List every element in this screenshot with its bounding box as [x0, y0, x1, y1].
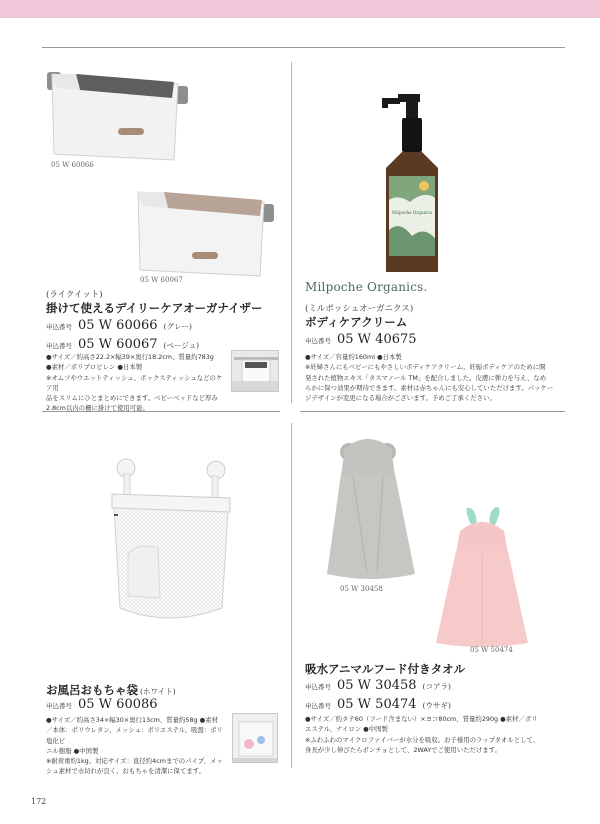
towel-description [305, 714, 567, 755]
towel-rabbit-code: 05 W 50474 [470, 646, 513, 654]
desc-line: ※オムツやウエットティッシュ、ボックスティッシュなどのケア用 [46, 373, 223, 392]
order-note: (ベージュ) [163, 341, 200, 350]
order-row [305, 696, 451, 715]
desc-line: エステル、ナイロン ●中国製 [305, 725, 388, 734]
organizer-usage-thumbnail [231, 350, 279, 392]
order-number: 05 W 50474 [337, 697, 417, 712]
organizer-subtitle: (ライクイット) [46, 290, 103, 300]
towel-title: 吸水アニマルフード付きタオル [305, 662, 466, 676]
desc-line: らかに保つ効果が期待できます。素材は赤ちゃんにも安心していただけます。パッケー [305, 383, 554, 392]
order-label: 申込番号 [305, 337, 331, 345]
bodycream-bottle-image [380, 90, 450, 280]
order-note: (ウサギ) [422, 701, 451, 710]
order-row [46, 317, 199, 336]
header-band [0, 0, 600, 18]
order-note: (コアラ) [422, 682, 451, 691]
bathbag-usage-thumbnail [232, 713, 278, 763]
page-number: 172 [31, 797, 47, 806]
desc-line: ●サイズ／約タテ60（フード含まない）×ヨコ80cm、質量約290g ●素材／ポリ [305, 715, 538, 723]
organizer-beige-code: 05 W 60067 [140, 276, 183, 284]
bathbag-title: お風呂おもちゃ袋 [46, 683, 138, 697]
organizer-gray-image [46, 62, 196, 162]
desc-line: ●素材／ポリプロピレン ●日本製 [46, 363, 143, 372]
order-row [305, 677, 451, 696]
order-label: 申込番号 [46, 323, 72, 331]
bodycream-subtitle: (ミルポッシュオーガニクス) [305, 304, 414, 314]
towel-koala-image [323, 434, 418, 582]
desc-line: シュ素材で水切れが良く、おもちゃを清潔に保てます。 [46, 767, 205, 776]
desc-line: 2.8cm以内の柵に掛けて使用可能。 [46, 404, 149, 413]
row-divider-right [300, 411, 565, 412]
order-number: 05 W 60086 [78, 697, 158, 712]
order-label: 申込番号 [46, 342, 72, 350]
order-row [305, 331, 417, 350]
desc-line: ※ふわふわのマイクロファイバーが水分を吸収。お子様用のラップタオルとして、 [305, 735, 540, 744]
towel-order-list [305, 677, 451, 715]
organizer-gray-code: 05 W 60066 [51, 161, 94, 169]
column-divider-bottom [291, 423, 292, 768]
bathbag-title-note: (ホワイト) [140, 687, 176, 696]
organizer-beige-image [134, 180, 282, 278]
bathbag-image [98, 458, 248, 628]
bathbag-order-list [46, 696, 158, 715]
desc-line: ニル樹脂 ●中国製 [46, 746, 99, 755]
order-label: 申込番号 [305, 702, 331, 710]
order-number: 05 W 40675 [337, 332, 417, 347]
order-number: 05 W 60067 [78, 337, 158, 352]
desc-line: ●サイズ／約高さ34×幅30×奥行13cm、質量約58g ●素材 [46, 716, 218, 724]
bottle-label-text: Milpoche Organics [391, 210, 433, 215]
column-divider-top [291, 62, 292, 403]
order-label: 申込番号 [46, 702, 72, 710]
desc-line: ●サイズ／容量約160ml ●日本製 [305, 353, 402, 361]
order-number: 05 W 30458 [337, 678, 417, 693]
desc-line: ※耐荷重約1kg。対応サイズ：直径約4cmまでのパイプ、メッ [46, 757, 223, 766]
desc-line: 身長が少し伸びたらポンチョとして、2WAYでご使用いただけます。 [305, 745, 501, 754]
bodycream-title: ボディケアクリーム [305, 315, 408, 329]
top-divider [42, 47, 565, 48]
order-label: 申込番号 [305, 683, 331, 691]
organizer-description [46, 352, 228, 414]
order-row [46, 696, 158, 715]
brand-logo: Milpoche Organics. [305, 280, 428, 294]
desc-line: ジデザインが変更になる場合がございます。予めご了承ください。 [305, 394, 496, 403]
desc-line: ／本体：ポリウレタン、メッシュ：ポリエステル、吸盤：ポリ塩化ビ [46, 726, 223, 745]
towel-koala-code: 05 W 30458 [340, 585, 383, 593]
organizer-title: 掛けて使えるデイリーケアオーガナイザー [46, 301, 263, 315]
organizer-order-list [46, 317, 199, 355]
desc-line: 発された植物エキス「タスマノール TM」を配合しました。皮膚に弾力を与え、なめ [305, 373, 547, 382]
desc-line: 品をスリムにひとまとめにできます。ベビーベッドなど厚み [46, 394, 218, 403]
desc-line: ※妊婦さんにもベビーにもやさしいボディケアクリーム。妊娠ボディケアのために開 [305, 363, 546, 372]
desc-line: ●サイズ／約高さ22.2×幅39×奥行18.2cm、質量約783g [46, 353, 214, 361]
bodycream-description [305, 352, 567, 403]
bodycream-order-list [305, 331, 417, 350]
order-number: 05 W 60066 [78, 318, 158, 333]
order-note: (グレー) [163, 322, 192, 331]
bathbag-description [46, 715, 228, 777]
towel-rabbit-image [432, 505, 532, 647]
